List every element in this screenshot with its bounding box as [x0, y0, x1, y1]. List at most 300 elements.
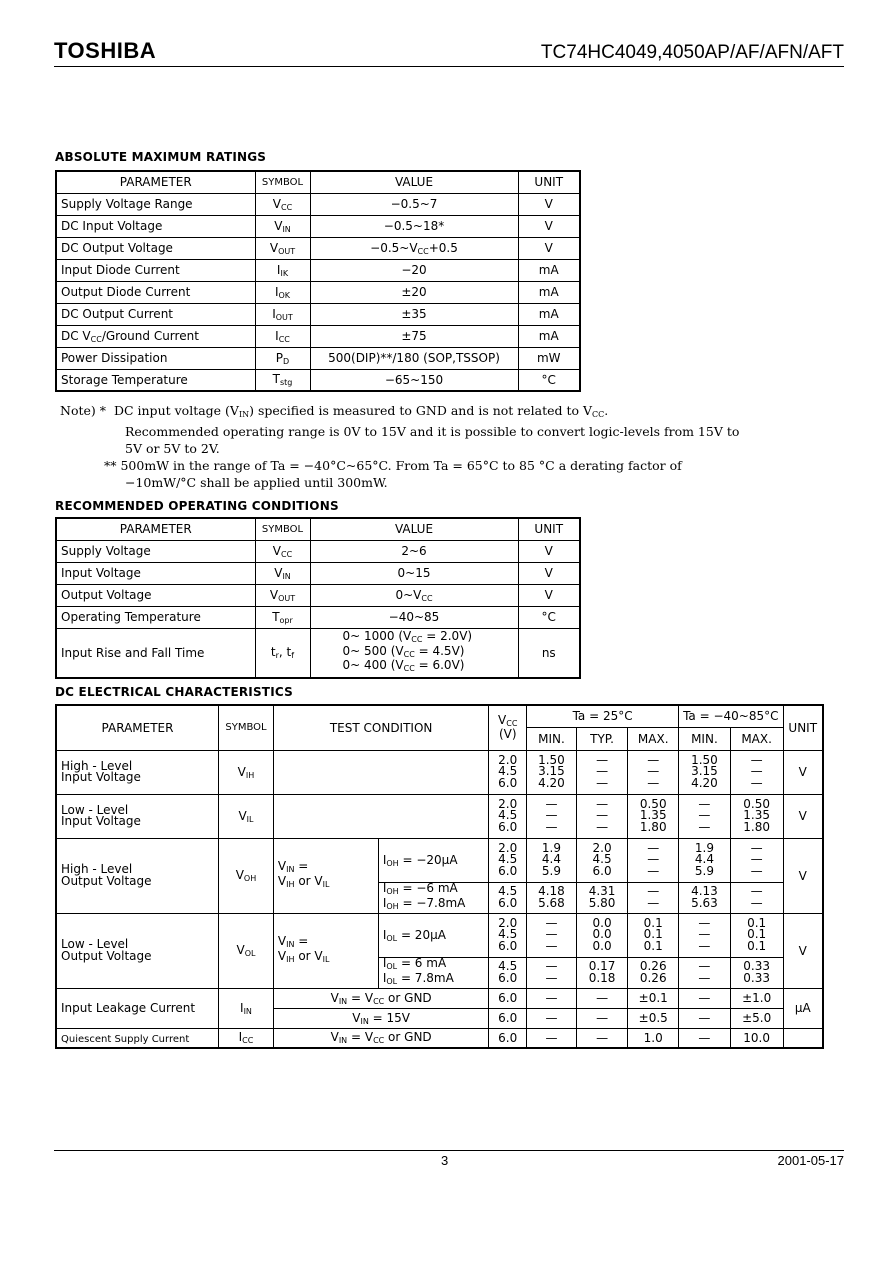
subscript: CC: [417, 246, 429, 256]
unit-cell: [518, 347, 580, 369]
note-text: DC input voltage (V: [113, 403, 239, 418]
subscript: opr: [279, 615, 293, 625]
dc-col-symbol: SYMBOL: [219, 705, 274, 750]
unit-text: V: [544, 241, 553, 255]
unit-text: mA: [538, 329, 559, 343]
dc-col-max: MAX.: [628, 727, 679, 750]
part-number: TC74HC4049,4050AP/AF/AFN/AFT: [540, 42, 844, 63]
symbol-text: V: [269, 587, 279, 602]
unit-cell: [518, 628, 580, 678]
unit-cell: [518, 281, 580, 303]
subscript: CC: [90, 334, 102, 344]
value-cell: [679, 794, 731, 838]
param-cell: [56, 794, 219, 838]
table-row: [56, 606, 580, 628]
cond-text: = 15V: [368, 1010, 410, 1025]
value-cell: [527, 957, 577, 988]
unit-text: V: [798, 765, 807, 779]
test-cell: [273, 838, 378, 913]
symbol-cell: [255, 303, 310, 325]
symbol-cell: [255, 193, 310, 215]
test-cell: [378, 838, 489, 882]
note-text: −10mW/°C shall be applied until 300mW.: [125, 475, 388, 490]
value-cell: [730, 794, 783, 838]
rec-op-table: [55, 517, 581, 679]
value-text: 4.5: [498, 764, 518, 779]
value-text: 4.4: [694, 852, 714, 867]
subscript: IN: [282, 571, 291, 581]
subscript: IN: [338, 1036, 348, 1046]
unit-cell: [518, 325, 580, 347]
unit-text: V: [798, 809, 807, 823]
value-text: —: [596, 1011, 609, 1025]
symbol-cell: [219, 913, 274, 988]
symbol-cell: [255, 325, 310, 347]
value-cell: [310, 628, 518, 678]
param-text: Input Voltage: [61, 770, 141, 784]
table-row: [56, 988, 823, 1008]
value-text: —: [596, 775, 609, 790]
symbol-cell: [255, 259, 310, 281]
value-text: —: [545, 1030, 558, 1045]
value-text: —: [596, 991, 609, 1005]
table-row: [56, 215, 580, 237]
value-text: —: [647, 884, 660, 898]
value-text: —: [698, 1011, 711, 1025]
value-text: 4.31: [588, 884, 616, 898]
value-text: −0.5~V: [370, 240, 418, 255]
subscript: CC: [373, 1036, 385, 1046]
param-text: /Ground Current: [101, 328, 199, 343]
param-text: DC Output Voltage: [61, 241, 173, 255]
unit-text: V: [544, 566, 553, 580]
subscript: CC: [403, 664, 415, 673]
symbol-cell: [255, 369, 310, 391]
value-cell: [527, 1008, 577, 1028]
param-text: High - Level: [61, 758, 133, 773]
param-cell: [56, 347, 255, 369]
value-text: 1.80: [639, 819, 667, 834]
value-cell: [679, 882, 731, 913]
table-row: [56, 303, 580, 325]
value-cell: [310, 584, 518, 606]
value-text: —: [750, 884, 763, 898]
value-text: 4.20: [691, 775, 718, 790]
param-text: Input Rise and Fall Time: [61, 645, 205, 660]
symbol-text: T: [272, 609, 280, 624]
value-text: 4.5: [498, 927, 518, 942]
cond-text: or V: [294, 948, 323, 963]
value-cell: [730, 838, 783, 882]
value-text: 2.0: [592, 840, 612, 855]
unit-text: V: [544, 588, 553, 602]
value-text: 0.50: [743, 796, 770, 811]
cond-text: = 7.8mA: [397, 970, 454, 985]
value-text: 0.1: [747, 927, 767, 942]
value-cell: [527, 750, 577, 794]
cond-text: V: [330, 1030, 339, 1045]
value-cell: [310, 369, 518, 391]
test-cell: [378, 882, 489, 913]
subscript: IN: [286, 940, 295, 949]
value-cell: [628, 1028, 679, 1048]
value-text: —: [750, 863, 763, 878]
value-text: 4.5: [498, 959, 518, 973]
value-text: 0.0: [592, 927, 612, 942]
value-cell: [628, 750, 679, 794]
unit-text: °C: [541, 372, 556, 387]
symbol-text: T: [272, 372, 280, 387]
value-cell: [527, 913, 577, 957]
value-text: 2.0: [498, 840, 518, 855]
param-cell: [56, 303, 255, 325]
symbol-text: V: [236, 943, 245, 957]
subscript: IL: [322, 879, 330, 889]
subscript: OUT: [278, 593, 296, 603]
param-cell: [56, 913, 219, 988]
vcc-sub: CC: [506, 718, 518, 728]
param-cell: [56, 606, 255, 628]
value-cell: [730, 882, 783, 913]
subscript: IL: [322, 954, 330, 964]
value-cell: [576, 750, 628, 794]
rec-op-title: RECOMMENDED OPERATING CONDITIONS: [55, 499, 339, 513]
table-row: [56, 750, 823, 794]
value-text: 0~ 400 (V: [342, 658, 404, 672]
value-text: —: [698, 970, 711, 985]
brand-logo: TOSHIBA: [54, 38, 157, 63]
value-cell: [576, 882, 628, 913]
value-text: —: [596, 796, 609, 811]
value-text: +0.5: [428, 240, 458, 255]
param-cell: [56, 1028, 219, 1048]
unit-text: °C: [541, 610, 556, 624]
value-text: −65~150: [384, 372, 444, 387]
value-cell: [310, 259, 518, 281]
value-text: 0.1: [747, 915, 767, 930]
symbol-cell: [255, 237, 310, 259]
symbol-text: V: [274, 218, 283, 233]
test-cell: [273, 988, 488, 1008]
test-cell: [273, 1028, 488, 1048]
value-cell: [310, 193, 518, 215]
value-cell: [679, 957, 731, 988]
unit-cell: [518, 259, 580, 281]
unit-text: V: [544, 197, 553, 211]
value-cell: [576, 1028, 628, 1048]
value-text: 0.26: [639, 959, 667, 973]
symbol-text: I: [274, 284, 279, 299]
abs-max-title: ABSOLUTE MAXIMUM RATINGS: [55, 150, 267, 164]
symbol-text: I: [272, 306, 276, 321]
value-text: —: [750, 895, 763, 910]
param-text: Output Voltage: [61, 588, 152, 602]
value-text: —: [698, 915, 711, 930]
symbol-text: V: [274, 565, 283, 580]
cond-text: V: [277, 859, 287, 873]
cond-text: V: [277, 934, 287, 948]
subscript: CC: [411, 635, 423, 644]
value-cell: [489, 988, 527, 1008]
value-text: 0.26: [639, 970, 667, 985]
subscript: D: [283, 356, 290, 366]
symbol-cell: [255, 281, 310, 303]
value-cell: [628, 988, 679, 1008]
unit-cell: [518, 193, 580, 215]
value-text: 0.0: [592, 938, 612, 953]
value-cell: [310, 562, 518, 584]
value-text: 0~ 1000 (V: [342, 629, 412, 643]
subscript: CC: [281, 549, 293, 559]
value-text: —: [647, 852, 660, 867]
value-text: 3.15: [538, 764, 565, 779]
abs-max-table: [55, 170, 581, 392]
value-cell: [679, 750, 731, 794]
subscript: OH: [386, 858, 399, 868]
param-text: DC V: [61, 328, 91, 343]
subscript: IH: [245, 770, 255, 780]
unit-text: ns: [541, 645, 556, 660]
value-text: —: [647, 775, 660, 790]
value-cell: [310, 347, 518, 369]
note-star: *: [99, 403, 106, 418]
cond-text: I: [382, 956, 387, 970]
unit-cell: [783, 1028, 823, 1048]
value-text: 5.9: [541, 863, 561, 878]
dc-title: DC ELECTRICAL CHARACTERISTICS: [55, 685, 293, 699]
footer-rule: [54, 1150, 844, 1151]
value-text: 1.0: [643, 1030, 663, 1045]
table-row: [56, 259, 580, 281]
unit-cell: [518, 369, 580, 391]
cond-text: or V: [294, 873, 323, 888]
param-cell: [56, 628, 255, 678]
note-star: **: [104, 458, 117, 473]
value-text: —: [545, 991, 558, 1005]
unit-text: V: [798, 868, 807, 883]
param-text: DC Input Voltage: [61, 219, 163, 233]
value-text: 2.0: [498, 752, 518, 767]
value-text: 1.80: [743, 819, 770, 834]
value-cell: [730, 1028, 783, 1048]
table-row: [56, 1028, 823, 1048]
subscript: IN: [286, 865, 295, 874]
param-cell: [56, 369, 255, 391]
cond-text: V: [330, 990, 339, 1005]
value-text: —: [698, 808, 711, 823]
value-text: —: [698, 927, 711, 942]
unit-cell: [518, 215, 580, 237]
dc-col-test: TEST CONDITION: [273, 705, 488, 750]
value-text: —: [647, 764, 660, 779]
value-cell: [628, 882, 679, 913]
cond-text: = −20μA: [398, 852, 458, 867]
unit-cell: [518, 303, 580, 325]
note-sub: CC: [592, 410, 605, 419]
page-number: 3: [441, 1153, 449, 1168]
cond-text: I: [382, 927, 387, 942]
dc-col-ta25: Ta = 25°C: [527, 705, 679, 727]
cond-text: V: [277, 873, 287, 888]
symbol-text: V: [272, 543, 282, 558]
unit-cell: [518, 606, 580, 628]
col-header: UNIT: [518, 171, 580, 193]
col-header: VALUE: [310, 171, 518, 193]
param-cell: [56, 281, 255, 303]
symbol-cell: [219, 1028, 274, 1048]
value-text: ±35: [401, 307, 427, 321]
subscript: CC: [421, 593, 433, 603]
param-cell: [56, 325, 255, 347]
value-cell: [576, 913, 628, 957]
value-text: 10.0: [743, 1030, 770, 1045]
table-row: [56, 281, 580, 303]
param-cell: [56, 259, 255, 281]
symbol-cell: [255, 215, 310, 237]
dc-col-ta85: Ta = −40~85°C: [679, 705, 783, 727]
subscript: CC: [278, 334, 290, 344]
value-text: 0.1: [643, 938, 663, 953]
cond-text: or GND: [384, 990, 432, 1005]
subscript: OH: [386, 901, 399, 911]
value-text: —: [545, 819, 558, 834]
value-text: 4.5: [498, 808, 518, 823]
cond-text: = 6 mA: [397, 956, 447, 970]
value-text: 2~6: [401, 544, 427, 558]
subscript: OK: [278, 290, 291, 300]
symbol-cell: [219, 988, 274, 1028]
param-text: Input Leakage Current: [61, 1001, 196, 1015]
value-text: —: [545, 927, 558, 942]
param-text: Quiescent Supply Current: [61, 1033, 190, 1045]
value-text: —: [750, 764, 763, 779]
value-cell: [489, 913, 527, 957]
subscript: OL: [244, 949, 256, 958]
value-cell: [310, 606, 518, 628]
param-text: High - Level: [61, 862, 133, 876]
unit-cell: [518, 584, 580, 606]
value-text: —: [750, 775, 763, 790]
dc-col-min: MIN.: [679, 727, 731, 750]
symbol-text: I: [240, 1000, 244, 1015]
param-cell: [56, 193, 255, 215]
subscript: IH: [286, 879, 295, 889]
table-row: [56, 540, 580, 562]
unit-text: V: [544, 544, 553, 558]
param-cell: [56, 838, 219, 913]
value-text: ±75: [401, 329, 427, 343]
dc-table: [55, 704, 824, 1049]
unit-cell: [518, 540, 580, 562]
unit-cell: [783, 913, 823, 988]
table-row: [56, 193, 580, 215]
value-text: —: [750, 840, 763, 855]
value-text: 0.50: [639, 796, 667, 811]
value-text: 6.0: [498, 991, 518, 1005]
test-cell: [273, 1008, 488, 1028]
note-sub: IN: [238, 410, 250, 419]
symbol-text: I: [276, 262, 281, 277]
param-text: Output Voltage: [61, 948, 152, 963]
table-row: [56, 325, 580, 347]
value-cell: [628, 957, 679, 988]
symbol-text: V: [272, 196, 282, 211]
table-row: [56, 913, 823, 957]
value-cell: [310, 303, 518, 325]
notes: [60, 402, 739, 491]
value-text: —: [596, 819, 609, 834]
unit-text: μA: [794, 1001, 811, 1015]
cond-text: = 20μA: [397, 927, 446, 942]
dc-col-parameter: PARAMETER: [56, 705, 219, 750]
header-rule: [54, 66, 844, 67]
cond-text: =: [294, 859, 309, 873]
param-text: Low - Level: [61, 802, 129, 817]
value-text: 0~15: [397, 566, 431, 580]
table-row: [56, 347, 580, 369]
table-row: [56, 838, 823, 882]
value-text: 500(DIP)**/180 (SOP,TSSOP): [328, 351, 500, 365]
value-text: —: [545, 970, 558, 985]
table-row: [56, 584, 580, 606]
param-cell: [56, 562, 255, 584]
symbol-cell: [219, 750, 274, 794]
value-text: —: [750, 852, 763, 867]
value-text: 4.13: [691, 884, 718, 898]
value-text: 4.5: [498, 884, 518, 898]
table-row: [56, 237, 580, 259]
subscript: r: [275, 651, 279, 661]
value-cell: [576, 1008, 628, 1028]
value-text: —: [596, 1030, 609, 1045]
value-text: 5.80: [588, 895, 616, 910]
symbol-text: t: [270, 645, 276, 660]
value-text: 4.18: [538, 884, 565, 898]
symbol-cell: [255, 628, 310, 678]
table-row: [56, 562, 580, 584]
cond-text: V: [277, 948, 287, 963]
value-text: = 2.0V): [422, 629, 473, 643]
value-text: —: [596, 764, 609, 779]
cond-text: = V: [347, 1030, 374, 1045]
subscript: IK: [280, 268, 289, 278]
value-text: —: [698, 991, 711, 1005]
note-text: Recommended operating range is 0V to 15V and it is possible to convert logic-levels from 15V to: [125, 424, 740, 439]
dc-col-min: MIN.: [527, 727, 577, 750]
value-text: 0.17: [588, 959, 616, 973]
value-cell: [489, 1008, 527, 1028]
value-cell: [310, 215, 518, 237]
value-text: ±20: [401, 285, 427, 299]
value-text: —: [698, 938, 711, 953]
cond-text: I: [382, 970, 387, 985]
value-cell: [310, 237, 518, 259]
value-text: 1.50: [538, 752, 565, 767]
value-text: —: [545, 796, 558, 811]
subscript: CC: [242, 1036, 254, 1046]
value-cell: [527, 1028, 577, 1048]
value-text: 1.9: [694, 840, 714, 855]
value-cell: [527, 794, 577, 838]
value-text: —: [596, 752, 609, 767]
value-cell: [628, 1008, 679, 1028]
col-header: PARAMETER: [56, 518, 255, 540]
subscript: IN: [243, 1006, 252, 1016]
value-cell: [679, 1008, 731, 1028]
value-text: 0.1: [643, 915, 663, 930]
subscript: stg: [279, 378, 293, 388]
subscript: CC: [281, 202, 293, 212]
